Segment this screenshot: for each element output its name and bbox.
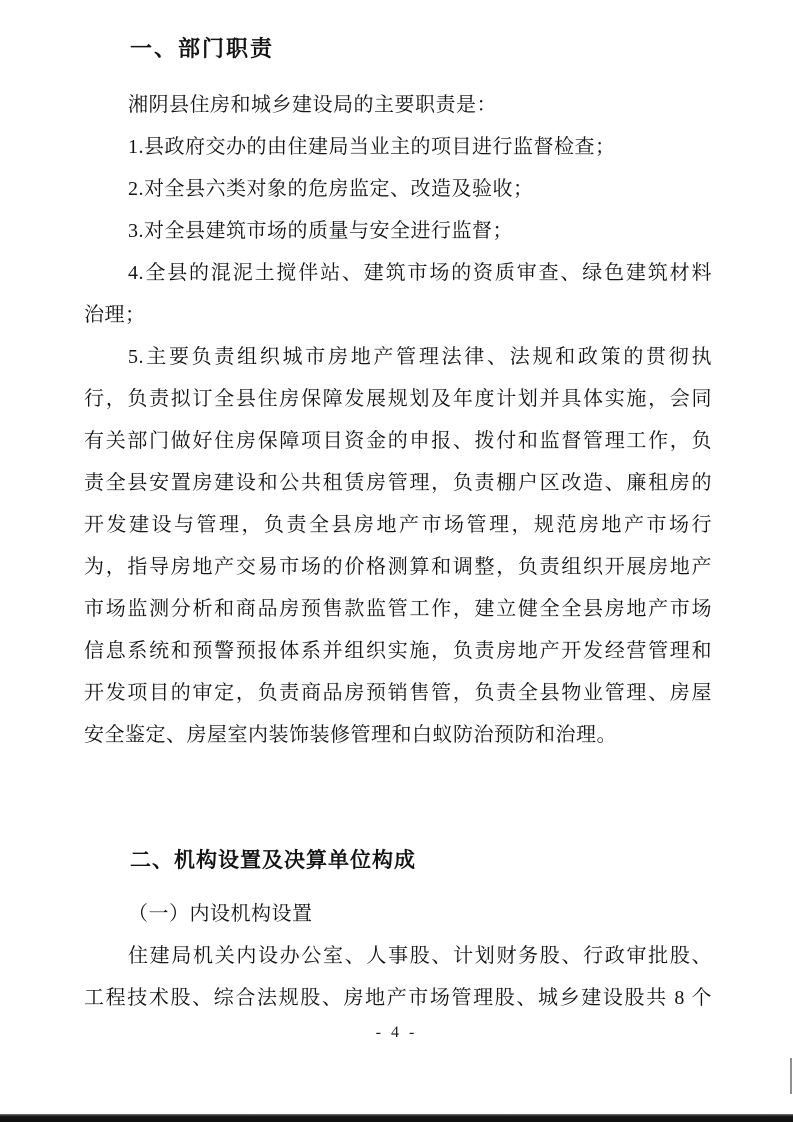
paragraph-line: 信息系统和预警预报体系并组织实施，负责房地产开发经营管理和 xyxy=(84,640,712,662)
section-2-body xyxy=(84,935,712,1019)
scan-edge-bar xyxy=(0,1114,793,1122)
paragraph-line: 安全鉴定、房屋室内装饰装修管理和白蚁防治预防和治理。 xyxy=(84,724,617,746)
paragraph-line: 治理； xyxy=(84,304,146,326)
paragraph-line: 开发建设与管理，负责全县房地产市场管理，规范房地产市场行 xyxy=(84,514,712,536)
section-2-subheading: （一）内设机构设置 xyxy=(128,903,313,925)
list-item-5: 5.主要负责组织城市房地产管理法律、法规和政策的贯彻执 xyxy=(128,346,712,368)
list-item-3: 3.对全县建筑市场的质量与安全进行监督； xyxy=(128,220,513,242)
section-2-heading: 二、机构设置及决算单位构成 xyxy=(130,848,416,872)
paragraph-line: 市场监测分析和商品房预售款监管工作，建立健全全县房地产市场 xyxy=(84,598,712,620)
section-1-heading: 一、部门职责 xyxy=(130,36,275,61)
section-2-subheading-row xyxy=(84,893,712,935)
paragraph-line: 湘阴县住房和城乡建设局的主要职责是： xyxy=(128,94,497,116)
list-item-2: 2.对全县六类对象的危房监定、改造及验收； xyxy=(128,178,534,200)
paragraph-line: 责全县安置房建设和公共租赁房管理，负责棚户区改造、廉租房的 xyxy=(84,472,712,494)
page-number: - 4 - xyxy=(375,1024,418,1041)
paragraph-line: 工程技术股、综合法规股、房地产市场管理股、城乡建设股共 8 个 xyxy=(84,987,712,1009)
scan-artifact-mark xyxy=(790,1058,792,1094)
paragraph-line: 住建局机关内设办公室、人事股、计划财务股、行政审批股、 xyxy=(128,945,712,967)
list-item-1: 1.县政府交办的由住建局当业主的项目进行监督检查； xyxy=(128,136,616,158)
section-1-body xyxy=(84,84,712,756)
paragraph-line: 行，负责拟订全县住房保障发展规划及年度计划并具体实施，会同 xyxy=(84,388,712,410)
paragraph-line: 有关部门做好住房保障项目资金的申报、拨付和监督管理工作，负 xyxy=(84,430,712,452)
list-item-4: 4.全县的混泥土搅伴站、建筑市场的资质审查、绿色建筑材料 xyxy=(128,262,712,284)
paragraph-line: 开发项目的审定，负责商品房预销售管，负责全县物业管理、房屋 xyxy=(84,682,712,704)
paragraph-line: 为，指导房地产交易市场的价格测算和调整，负责组织开展房地产 xyxy=(84,556,712,578)
